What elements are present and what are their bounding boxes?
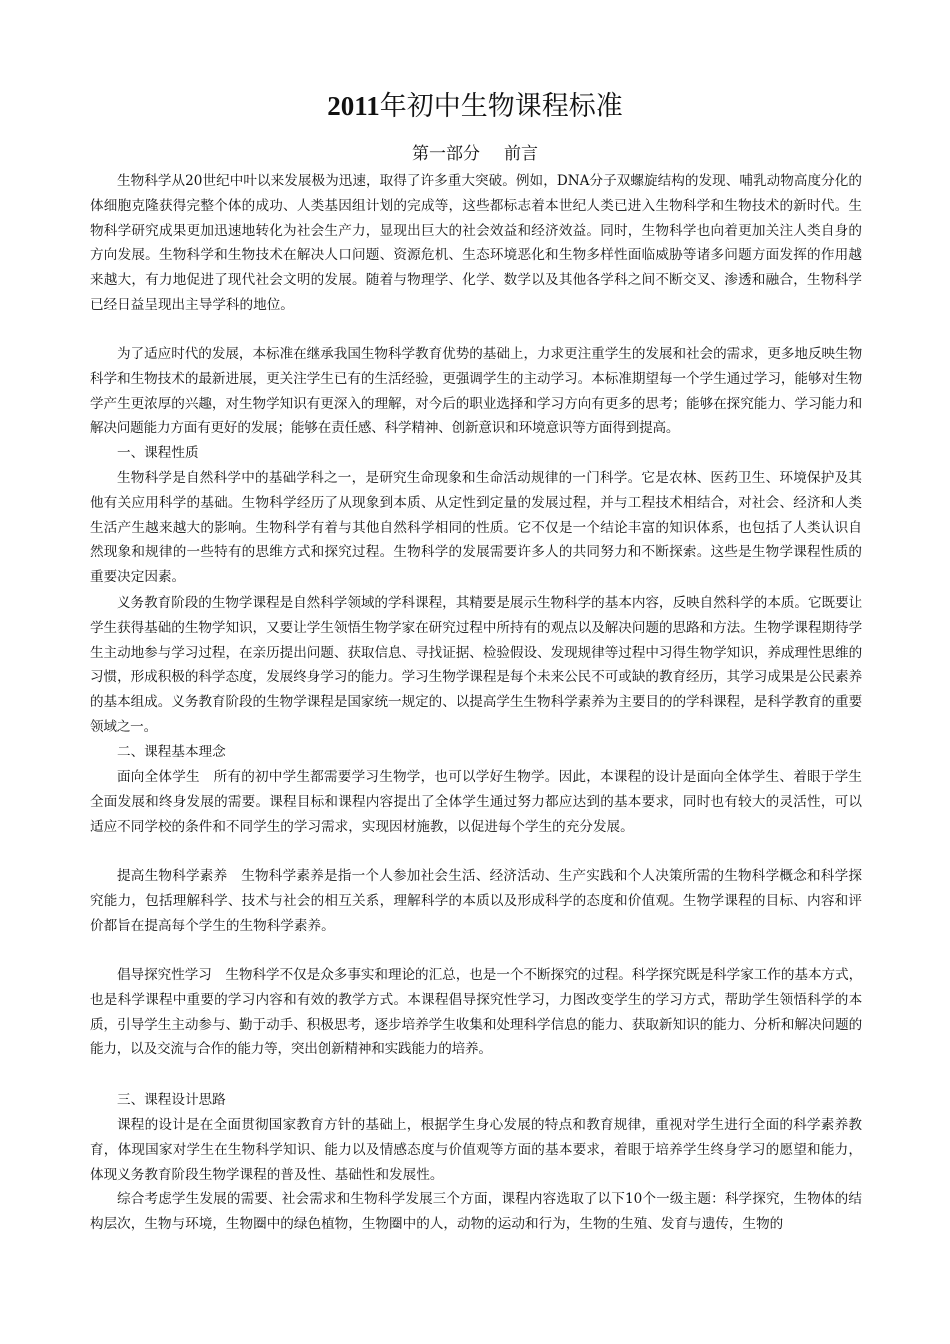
document-title [0,86,950,127]
design-paragraph-1: 课程的设计是在全面贯彻国家教育方针的基础上，根据学生身心发展的特点和教育规律，重视对学生进行全面的科学素养教育，体现国家对学生在生物科学知识、能力以及情感态度与价值观等方面的基本要求，着眼于培养学生终身学习的愿望和能力，体现义务教育阶段生物学课程的普及性、基础性和发展性。 [90,1117,862,1183]
concept-paragraph-all-students: 面向全体学生 所有的初中学生都需要学习生物学，也可以学好生物学。因此，本课程的设计是面向全体学生、着眼于学生全面发展和终身发展的需要。课程目标和课程内容提出了全体学生通过努力都应达到的基本要求，同时也有较大的灵活性，可以适应不同学校的条件和不同学生的学习需求，实现因材施教，以促进每个学生的充分发展。 [90,769,862,835]
section-heading-design: 三、课程设计思路 [117,1092,226,1108]
title-text: 年初中生物课程标准 [379,91,623,122]
intro-paragraph-2: 为了适应时代的发展，本标准在继承我国生物科学教育优势的基础上，力求更注重学生的发展和社会的需求，更多地反映生物科学和生物技术的最新进展，更关注学生已有的生活经验，更强调学生的主动学习。本标准期望每一个学生通过学习，能够对生物学产生更浓厚的兴趣，对生物学知识有更深入的理解，对今后的职业选择和学习方向有更多的思考；能够在探究能力、学习能力和解决问题能力方面有更好的发展；能够在责任感、科学精神、创新意识和环境意识等方面得到提高。 [90,346,862,437]
concept-paragraph-inquiry: 倡导探究性学习 生物科学不仅是众多事实和理论的汇总，也是一个不断探究的过程。科学探究既是科学家工作的基本方式，也是科学课程中重要的学习内容和有效的教学方式。本课程倡导探究性学习，力图改变学生的学习方式，帮助学生领悟科学的本质，引导学生主动参与、勤于动手、积极思考，逐步培养学生收集和处理科学信息的能力、获取新知识的能力、分析和解决问题的能力，以及交流与合作的能力等，突出创新精神和实践能力的培养。 [90,967,862,1058]
section-heading-nature: 一、课程性质 [117,445,199,461]
part-label: 第一部分 [412,144,480,164]
part-name: 前言 [504,144,538,164]
intro-paragraph-1: 生物科学从20世纪中叶以来发展极为迅速，取得了许多重大突破。例如，DNA分子双螺旋结构的发现、哺乳动物高度分化的体细胞克隆获得完整个体的成功、人类基因组计划的完成等，这些都标志着本世纪人类已进入生物科学和生物技术的新时代。生物科学研究成果更加迅速地转化为社会生产力，显现出巨大的社会效益和经济效益。同时，生物科学也向着更加关注人类自身的方向发展。生物科学和生物技术在解决人口问题、资源危机、生态环境恶化和生物多样性面临威胁等诸多问题方面发挥的作用越来越大，有力地促进了现代社会文明的发展。随着与物理学、化学、数学以及其他各学科之间不断交叉、渗透和融合，生物科学已经日益呈现出主导学科的地位。 [90,173,862,313]
part-heading [0,143,950,165]
nature-paragraph-2: 义务教育阶段的生物学课程是自然科学领域的学科课程，其精要是展示生物科学的基本内容，反映自然科学的本质。它既要让学生获得基础的生物学知识，又要让学生领悟生物学家在研究过程中所持有的观点以及解决问题的思路和方法。生物学课程期待学生主动地参与学习过程，在亲历提出问题、获取信息、寻找证据、检验假设、发现规律等过程中习得生物学知识，养成理性思维的习惯，形成积极的科学态度，发展终身学习的能力。学习生物学课程是每个未来公民不可或缺的教育经历，其学习成果是公民素养的基本组成。义务教育阶段的生物学课程是国家统一规定的、以提高学生生物科学素养为主要目的的学科课程，是科学教育的重要领域之一。 [90,595,862,735]
section-heading-concepts: 二、课程基本理念 [117,744,226,760]
concept-paragraph-literacy: 提高生物科学素养 生物科学素养是指一个人参加社会生活、经济活动、生产实践和个人决策所需的生物科学概念和科学探究能力，包括理解科学、技术与社会的相互关系，理解科学的本质以及形成科学的态度和价值观。生物学课程的目标、内容和评价都旨在提高每个学生的生物科学素养。 [90,868,862,934]
design-paragraph-2: 综合考虑学生发展的需要、社会需求和生物科学发展三个方面，课程内容选取了以下10个一级主题：科学探究，生物体的结构层次，生物与环境，生物圈中的绿色植物，生物圈中的人，动物的运动和行为，生物的生殖、发育与遗传，生物的 [90,1191,862,1232]
nature-paragraph-1: 生物科学是自然科学中的基础学科之一，是研究生命现象和生命活动规律的一门科学。它是农林、医药卫生、环境保护及其他有关应用科学的基础。生物科学经历了从现象到本质、从定性到定量的发展过程，并与工程技术相结合，对社会、经济和人类生活产生越来越大的影响。生物科学有着与其他自然科学相同的性质。它不仅是一个结论丰富的知识体系，也包括了人类认识自然现象和规律的一些特有的思维方式和探究过程。生物科学的发展需要许多人的共同努力和不断探索。这些是生物学课程性质的重要决定因素。 [90,470,862,586]
title-year: 2011 [327,91,380,121]
